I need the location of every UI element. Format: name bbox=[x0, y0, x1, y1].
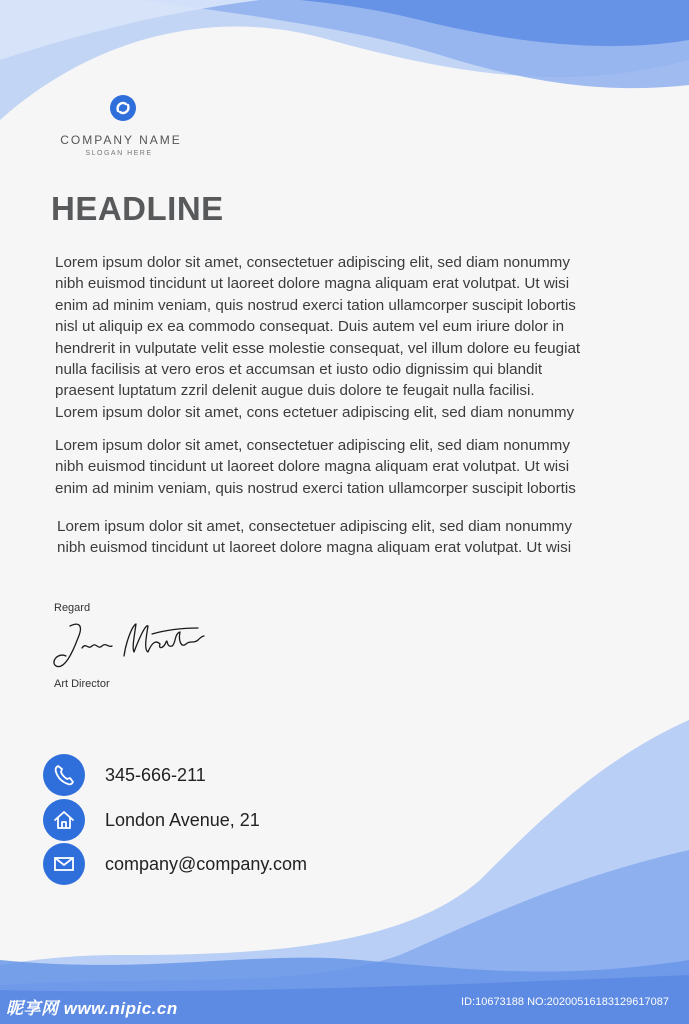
handwritten-signature bbox=[48, 612, 208, 674]
body-paragraph-1: Lorem ipsum dolor sit amet, consectetuer adipiscing elit, sed diam nonummy nibh euismod tincidunt ut laoreet dolore magna aliquam erat volutpat. Ut wisi enim ad minim veniam, quis nostrud exerci tation ullamcorper suscipit lobortis nisl ut aliquip ex ea commodo consequat. Duis autem vel eum iriure dolor in hendrerit in vulputate velit esse molestie consequat, vel illum dolore eu feugiat nulla facilisis at vero eros et accumsan et iusto odio dignissim qui blandit praesent luptatum zzril delenit augue duis dolore te feugait nulla facilisi. Lorem ipsum dolor sit amet, cons ectetuer adipiscing elit, sed diam nonummy bbox=[55, 254, 581, 421]
phone-number: 345-666-211 bbox=[105, 764, 206, 785]
company-logo-icon bbox=[109, 94, 137, 122]
address: London Avenue, 21 bbox=[105, 809, 260, 830]
slogan: SLOGAN HERE bbox=[85, 150, 153, 157]
contact-phone bbox=[43, 754, 206, 796]
company-name: COMPANY NAME bbox=[60, 133, 182, 147]
body-paragraph-2: Lorem ipsum dolor sit amet, consectetuer adipiscing elit, sed diam nonummy nibh euismod tincidunt ut laoreet dolore magna aliquam erat volutpat. Ut wisi enim ad minim veniam, quis nostrud exerci tation ullamcorper suscipit lobortis bbox=[55, 437, 576, 497]
contact-address bbox=[43, 799, 260, 841]
regard-label: Regard bbox=[54, 602, 91, 614]
company-logo bbox=[58, 94, 188, 157]
signer-role: Art Director bbox=[54, 678, 110, 690]
phone-icon bbox=[43, 754, 85, 796]
watermark-site: 昵享网 www.nipic.cn bbox=[6, 999, 178, 1018]
mail-icon bbox=[43, 843, 85, 885]
contact-email bbox=[43, 843, 307, 885]
email-address: company@company.com bbox=[105, 853, 308, 874]
body-paragraph-3: Lorem ipsum dolor sit amet, consectetuer adipiscing elit, sed diam nonummy nibh euismod tincidunt ut laoreet dolore magna aliquam erat volutpat. Ut wisi bbox=[57, 518, 572, 557]
watermark-id: ID:10673188 NO:20200516183129617087 bbox=[461, 996, 669, 1008]
home-icon bbox=[43, 799, 85, 841]
headline: HEADLINE bbox=[51, 190, 224, 227]
